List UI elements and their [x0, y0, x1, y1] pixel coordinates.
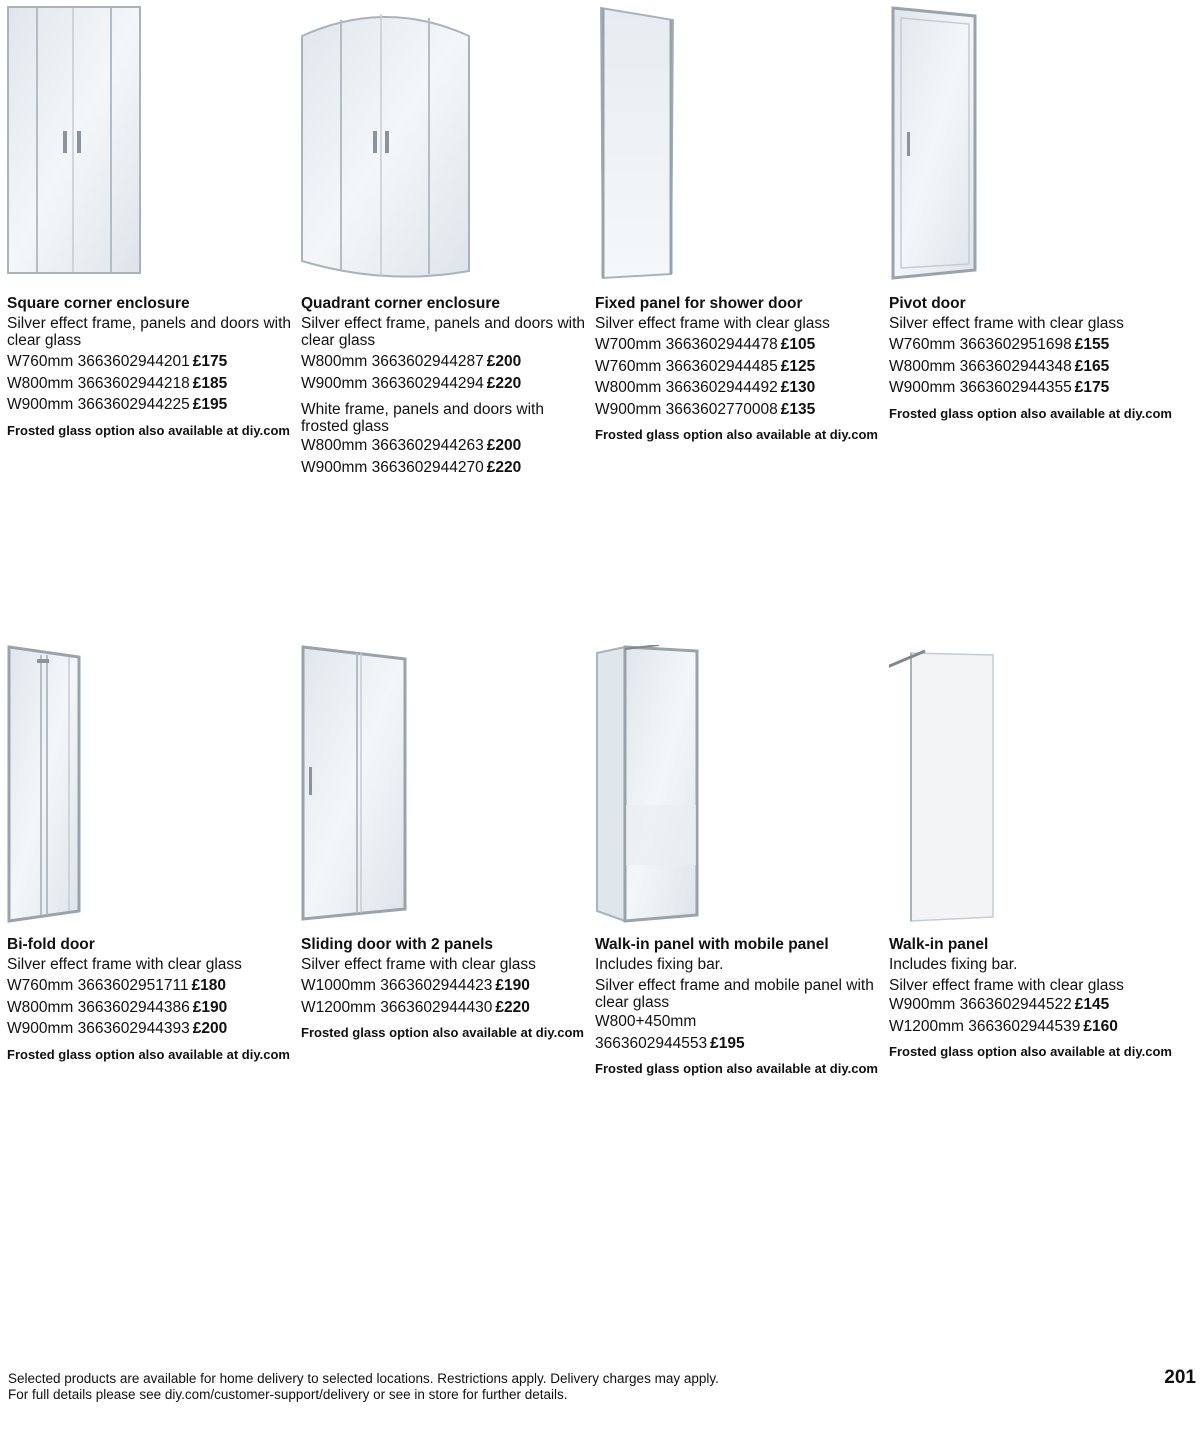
sku-line: W1200mm 3663602944430 £220	[301, 998, 530, 1016]
product-image	[7, 6, 292, 291]
product-walk-in-panel-mobile	[595, 645, 880, 1076]
price: £220	[486, 374, 522, 392]
sku-line: W900mm 3663602770008 £135	[595, 400, 816, 418]
price: £155	[1074, 336, 1110, 353]
sku-line: W800mm 3663602944386 £190	[7, 998, 228, 1016]
product-fixed-panel	[595, 6, 880, 442]
product-description-2: Silver effect frame and mobile panel with clear glass	[595, 977, 874, 1011]
product-description-2: Silver effect frame with clear glass	[889, 977, 1124, 994]
price: £175	[192, 353, 228, 370]
sku-line: W760mm 3663602944201 £175	[7, 353, 228, 370]
product-description: Silver effect frame with clear glass	[301, 956, 536, 973]
sku-line: W700mm 3663602944478 £105	[595, 336, 816, 353]
price: £165	[1074, 357, 1110, 375]
sku-line: W760mm 3663602951711 £180	[7, 977, 227, 994]
price: £190	[495, 977, 530, 994]
price: £145	[1074, 996, 1110, 1013]
product-image	[301, 645, 586, 930]
price: £180	[191, 977, 227, 994]
price: £160	[1083, 1017, 1118, 1035]
price: £105	[780, 336, 816, 353]
product-image	[889, 6, 1174, 291]
frosted-note: Frosted glass option also available at diy.com	[301, 1025, 584, 1040]
frosted-note: Frosted glass option also available at diy.com	[595, 427, 878, 442]
frosted-note: Frosted glass option also available at diy.com	[889, 1044, 1172, 1059]
product-image	[595, 6, 880, 291]
sku-line: 3663602944553 £195	[595, 1034, 745, 1052]
product-title: Walk-in panel with mobile panel	[595, 936, 829, 953]
footer-line-1: Selected products are available for home delivery to selected locations. Restrictions apply. Delivery charges may apply.	[8, 1371, 719, 1386]
sku-line: W900mm 3663602944294 £220	[301, 374, 522, 392]
variant-description: White frame, panels and doors with frosted glass	[301, 401, 544, 435]
price: £200	[192, 1020, 228, 1037]
sku-line: W760mm 3663602944485 £125	[595, 357, 816, 375]
product-title: Sliding door with 2 panels	[301, 936, 494, 953]
sku-line: W900mm 3663602944393 £200	[7, 1020, 228, 1037]
price: £220	[495, 998, 530, 1016]
price: £220	[486, 458, 522, 476]
sku-line: W800mm 3663602944287 £200	[301, 353, 522, 370]
price: £195	[192, 396, 228, 413]
product-pivot-door	[889, 6, 1174, 421]
product-description: Includes fixing bar.	[595, 956, 724, 973]
frosted-note: Frosted glass option also available at diy.com	[7, 1046, 290, 1062]
product-description: Includes fixing bar.	[889, 956, 1018, 973]
footer-line-2: For full details please see diy.com/customer-support/delivery or see in store for further details.	[8, 1386, 568, 1402]
product-image	[889, 645, 1174, 930]
sku-line: W800mm 3663602944492 £130	[595, 379, 816, 396]
product-title: Quadrant corner enclosure	[301, 295, 500, 312]
product-title: Walk-in panel	[889, 936, 989, 953]
sku-line: W1000mm 3663602944423 £190	[301, 977, 530, 994]
price: £125	[780, 357, 816, 375]
product-title: Bi-fold door	[7, 936, 95, 953]
product-image	[595, 645, 880, 930]
sku-line: W900mm 3663602944355 £175	[889, 379, 1110, 396]
product-image	[7, 645, 292, 930]
product-bi-fold-door	[7, 645, 292, 1062]
product-square-corner-enclosure	[7, 6, 292, 438]
sku-line: W800mm 3663602944263 £200	[301, 437, 522, 454]
price: £185	[192, 374, 228, 392]
price: £175	[1074, 379, 1110, 396]
size-line: W800+450mm	[595, 1013, 697, 1030]
frosted-note: Frosted glass option also available at diy.com	[595, 1061, 878, 1076]
price: £195	[710, 1034, 745, 1052]
price: £190	[192, 998, 228, 1016]
product-title: Fixed panel for shower door	[595, 295, 803, 312]
sku-line: W800mm 3663602944348 £165	[889, 357, 1110, 375]
product-title: Pivot door	[889, 295, 966, 312]
price: £200	[486, 353, 522, 370]
price: £135	[780, 400, 816, 418]
sku-line: W760mm 3663602951698 £155	[889, 336, 1110, 353]
sku-line: W1200mm 3663602944539 £160	[889, 1017, 1118, 1035]
frosted-note: Frosted glass option also available at diy.com	[889, 405, 1172, 421]
product-image	[301, 6, 586, 291]
product-description: Silver effect frame, panels and doors with clear glass	[7, 315, 292, 349]
sku-line: W900mm 3663602944270 £220	[301, 458, 522, 476]
product-sliding-door	[301, 645, 586, 1040]
sku-line: W800mm 3663602944218 £185	[7, 374, 228, 392]
sku-line: W900mm 3663602944225 £195	[7, 396, 228, 413]
product-title: Square corner enclosure	[7, 295, 190, 312]
product-walk-in-panel	[889, 645, 1174, 1059]
price: £200	[486, 437, 522, 454]
product-description: Silver effect frame, panels and doors with clear glass	[301, 315, 586, 349]
product-description: Silver effect frame with clear glass	[889, 315, 1124, 332]
product-description: Silver effect frame with clear glass	[595, 315, 830, 332]
product-quadrant-corner-enclosure	[301, 6, 586, 476]
product-description: Silver effect frame with clear glass	[7, 956, 242, 973]
footer-disclaimer	[8, 1371, 719, 1402]
frosted-note: Frosted glass option also available at diy.com	[7, 422, 290, 438]
page-number: 201	[1164, 1367, 1196, 1388]
sku-line: W900mm 3663602944522 £145	[889, 996, 1110, 1013]
price: £130	[780, 379, 816, 396]
